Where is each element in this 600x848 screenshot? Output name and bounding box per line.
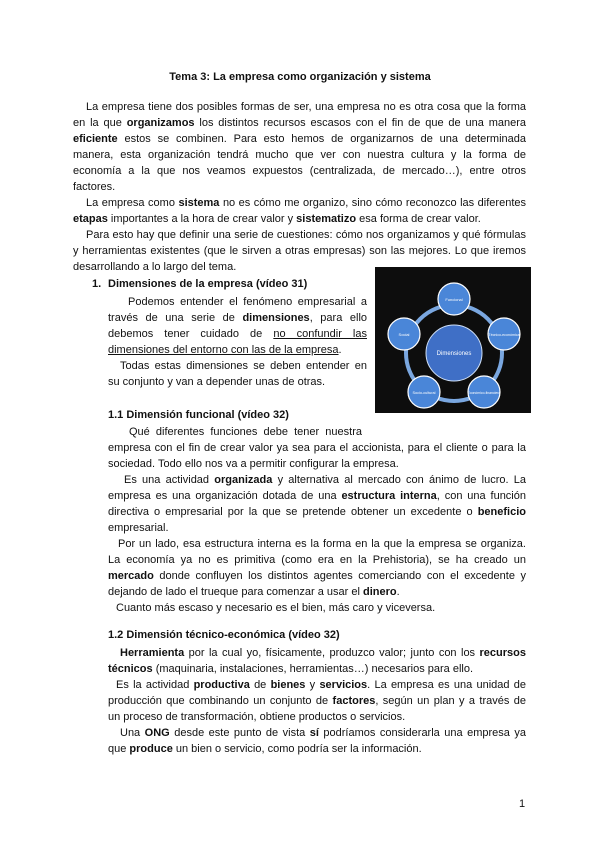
section-1-1-line: La economía ya no es primitiva (como era en la Prehistoria), se ha creado un — [108, 554, 526, 566]
intro-paragraph-2-line-1: La empresa como sistema no es cómo me organizo, sino cómo reconozco las diferentes — [86, 197, 526, 209]
intro-line: La empresa tiene dos posibles formas de ser, una empresa no es otra cosa que la forma — [86, 101, 526, 113]
intro-paragraph-3-line-2: y herramientas existentes (que le sirven a otras empresas) son las mejores. Lo que iremos — [73, 245, 526, 257]
section-1-1-line: Por un lado, esa estructura interna es la forma en la que la empresa se organiza. — [118, 538, 526, 550]
section-1-2-line: Es la actividad productiva de bienes y servicios. La empresa es una unidad de — [116, 679, 526, 691]
section-1-1-line: mercado donde confluyen los distintos agentes comerciando con el excedente y — [108, 570, 526, 582]
section-1-line: debemos tener cuidado de no confundir las — [108, 328, 367, 340]
section-1-1-line: directiva o empresarial por la que se pretende obtener un excedente o beneficio — [108, 506, 526, 518]
section-1-2-line: Una ONG desde este punto de vista sí podríamos considerarla una empresa ya — [120, 727, 526, 739]
intro-paragraph-3-line-1: Para esto hay que definir una serie de cuestiones: cómo nos organizamos y qué fórmulas — [86, 229, 526, 241]
intro-line: eficiente estos se combinen. Para esto hemos de organizarnos de una determinada — [73, 133, 526, 145]
diagram-node-label: Técnico-económica — [488, 333, 520, 337]
section-1-2-line: que produce un bien o servicio, como podría ser la información. — [108, 743, 422, 755]
intro-paragraph-3-line-3: desarrollando a lo largo del tema. — [73, 261, 237, 273]
intro-line: manera, esta organización tendrá mucho que ver con nuestra cultura y la forma de — [73, 149, 526, 161]
section-1-1-line: dejando de lado el trueque para comenzar a usar el dinero. — [108, 586, 400, 598]
section-1-1-line: empresarial. — [108, 522, 169, 534]
section-1-1-line: empresa con el fin de crear valor ya sea para el accionista, para el cliente o para la — [108, 442, 526, 454]
section-1-2-line: técnicos (maquinaria, instalaciones, herramientas…) necesarios para ello. — [108, 663, 474, 675]
intro-paragraph-2-line-2: etapas importantes a la hora de crear valor y sistematizo esa forma de crear valor. — [73, 213, 481, 225]
section-1-line: Podemos entender el fenómeno empresarial a — [128, 296, 367, 308]
intro-line: en la que organizamos los distintos recursos escasos con el fin de que de una manera — [73, 117, 526, 129]
section-1-line: Todas estas dimensiones se deben entender en — [120, 360, 367, 372]
diagram-node-label: Socio-cultural — [412, 391, 436, 395]
section-1-2-heading: 1.2 Dimensión técnico-económica (vídeo 32) — [108, 629, 340, 641]
section-1-1-line: sociedad. Todo ello nos va a permitir configurar la empresa. — [108, 458, 399, 470]
intro-line: factores. — [73, 181, 116, 193]
section-1-line: dimensiones del entorno con las de la empresa. — [108, 344, 342, 356]
page-title: Tema 3: La empresa como organización y sistema — [169, 71, 431, 83]
section-1-1-line: Cuanto más escaso y necesario es el bien, más caro y viceversa. — [116, 602, 436, 614]
section-1-1-heading: 1.1 Dimensión funcional (vídeo 32) — [108, 409, 289, 421]
section-1-1-line: Qué diferentes funciones debe tener nuestra — [129, 426, 362, 438]
section-1-line: través de una serie de dimensiones, para ello — [108, 312, 368, 324]
diagram-node-label: Económico-financiera — [467, 391, 501, 395]
diagram-center-label: Dimensiones — [436, 351, 472, 357]
section-1-2-line: producción que combinando un conjunto de factores, según un plan y a través de — [108, 695, 526, 707]
section-1-line: su conjunto y van a depender unas de otras. — [108, 376, 326, 388]
section-1-heading: Dimensiones de la empresa (vídeo 31) — [108, 278, 308, 290]
diagram-node-label: Social — [398, 332, 410, 337]
intro-line: economía a la que nos veamos expuestos (centralizada, de mercado…), entre otros — [73, 165, 526, 177]
section-1-1-line: Es una actividad organizada y alternativa al mercado con ánimo de lucro. La — [124, 474, 526, 486]
page-number: 1 — [519, 798, 526, 810]
section-1-2-line: un proceso de transformación, obtiene productos o servicios. — [108, 711, 406, 723]
section-1-number: 1. — [92, 278, 102, 290]
section-1-2-line: Herramienta por la cual yo, físicamente, produzco valor; junto con los recursos — [120, 647, 526, 659]
diagram-node-label: Funcional — [445, 297, 463, 302]
dimensions-diagram — [375, 267, 531, 413]
section-1-1-line: empresa es una organización dotada de una estructura interna, con una función — [108, 490, 526, 502]
